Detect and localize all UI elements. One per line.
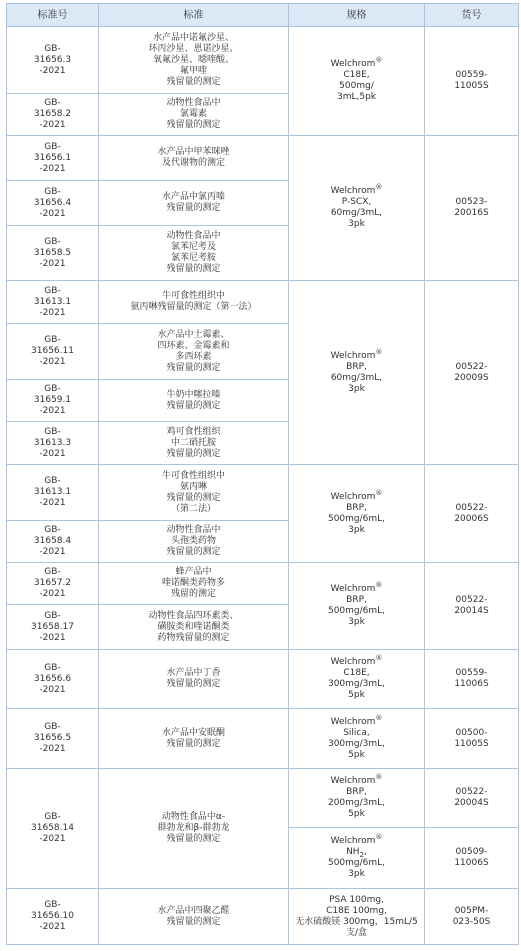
standard-cell: 蜂产品中 喹诺酮类药物多 残留的测定 <box>99 563 289 605</box>
standard-number-cell: GB- 31658.5 -2021 <box>7 226 99 281</box>
specification-cell: Welchrom® BRP, 60mg/3mL, 3pk <box>289 281 425 465</box>
header-standard-number: 标准号 <box>7 4 99 27</box>
catalog-number-cell: 00559- 11006S <box>425 650 519 709</box>
specification-cell: Welchrom® C18E, 300mg/3mL, 5pk <box>289 650 425 709</box>
standard-number-cell: GB- 31613.1 -2021 <box>7 465 99 521</box>
standard-number-cell: GB- 31656.1 -2021 <box>7 136 99 181</box>
standard-number-cell: GB- 31657.2 -2021 <box>7 563 99 605</box>
standard-cell: 水产品中安眠酮 残留量的测定 <box>99 709 289 769</box>
standard-number-cell: GB- 31656.10 -2021 <box>7 889 99 945</box>
catalog-number-cell: 00522- 20009S <box>425 281 519 465</box>
table-row <box>7 709 519 769</box>
standard-cell: 鸡可食性组织 中二硝托胺 残留量的测定 <box>99 422 289 465</box>
standard-number-cell: GB- 31658.14 -2021 <box>7 769 99 889</box>
standard-number-cell: GB- 31613.3 -2021 <box>7 422 99 465</box>
standard-number-cell: GB- 31659.1 -2021 <box>7 380 99 422</box>
specification-cell: Welchrom® BRP, 500mg/6mL, 3pk <box>289 465 425 563</box>
table-row <box>7 136 519 181</box>
standard-cell: 动物性食品四环素类、 磺胺类和喹诺酮类 药物残留量的测定 <box>99 605 289 650</box>
standard-number-cell: GB- 31658.17 -2021 <box>7 605 99 650</box>
standard-cell: 牛可食性组织中 氨丙啉 残留量的测定 （第二法） <box>99 465 289 521</box>
standards-table <box>6 3 519 945</box>
standard-cell: 牛奶中噻拉嗪 残留量的测定 <box>99 380 289 422</box>
standard-number-cell: GB- 31656.11 -2021 <box>7 324 99 380</box>
standard-number-cell: GB- 31613.1 -2021 <box>7 281 99 324</box>
standard-number-cell: GB- 31656.4 -2021 <box>7 181 99 226</box>
table-row <box>7 465 519 521</box>
table-row <box>7 889 519 945</box>
catalog-number-cell: 00522- 20006S <box>425 465 519 563</box>
standard-number-cell: GB- 31656.5 -2021 <box>7 709 99 769</box>
table-row <box>7 769 519 828</box>
standard-cell: 牛可食性组织中 氨丙啉残留量的测定（第一法） <box>99 281 289 324</box>
standard-cell: 水产品中四聚乙醛 残留量的测定 <box>99 889 289 945</box>
standard-cell: 水产品中土霉素、 四环素、金霉素和 多西环素 残留量的测定 <box>99 324 289 380</box>
specification-cell: Welchrom® BRP, 500mg/6mL, 3pk <box>289 563 425 650</box>
catalog-number-cell: 00559- 11005S <box>425 27 519 136</box>
table-row <box>7 650 519 709</box>
standard-number-cell: GB- 31658.2 -2021 <box>7 94 99 136</box>
table-row <box>7 27 519 94</box>
catalog-number-cell: 005PM- 023-50S <box>425 889 519 945</box>
standard-cell: 水产品中丁香 残留量的测定 <box>99 650 289 709</box>
standard-number-cell: GB- 31656.6 -2021 <box>7 650 99 709</box>
header-standard: 标准 <box>99 4 289 27</box>
specification-cell: Welchrom® C18E, 500mg/ 3mL,5pk <box>289 27 425 136</box>
standard-cell: 动物性食品中 氯苯尼考及 氯苯尼考胺 残留量的测定 <box>99 226 289 281</box>
table-header-row <box>7 4 519 27</box>
standard-cell: 水产品中诺氟沙星、 环丙沙星、恩诺沙星、 氧氟沙星、噁喹酸、 氟甲喹 残留量的测定 <box>99 27 289 94</box>
catalog-number-cell: 00523- 20016S <box>425 136 519 281</box>
standard-cell: 动物性食品中 氯霉素 残留量的测定 <box>99 94 289 136</box>
specification-cell: Welchrom® Silica, 300mg/3mL, 5pk <box>289 709 425 769</box>
standard-cell: 动物性食品中α- 群勃龙和β-群勃龙 残留量的测定 <box>99 769 289 889</box>
catalog-number-cell: 00522- 20004S <box>425 769 519 828</box>
standards-table-wrapper <box>6 3 518 945</box>
specification-cell: PSA 100mg, C18E 100mg, 无水硫酸镁 300mg，15mL/5 支/盒 <box>289 889 425 945</box>
catalog-number-cell: 00509- 11006S <box>425 828 519 889</box>
catalog-number-cell: 00522- 20014S <box>425 563 519 650</box>
header-specification: 规格 <box>289 4 425 27</box>
table-row <box>7 281 519 324</box>
catalog-number-cell: 00500- 11005S <box>425 709 519 769</box>
standard-cell: 水产品中氯丙嗪 残留量的测定 <box>99 181 289 226</box>
standard-cell: 水产品中甲苯咪唑 及代谢物的测定 <box>99 136 289 181</box>
specification-cell: Welchrom® BRP, 200mg/3mL, 5pk <box>289 769 425 828</box>
standard-number-cell: GB- 31658.4 -2021 <box>7 521 99 563</box>
specification-cell: Welchrom® P-SCX, 60mg/3mL, 3pk <box>289 136 425 281</box>
specification-cell: Welchrom® $NH_2$, 500mg/6mL, 3pk <box>289 828 425 889</box>
header-catalog-number: 货号 <box>425 4 519 27</box>
standard-number-cell: GB- 31656.3 -2021 <box>7 27 99 94</box>
standard-cell: 动物性食品中 头孢类药物 残留量的测定 <box>99 521 289 563</box>
table-row <box>7 563 519 605</box>
